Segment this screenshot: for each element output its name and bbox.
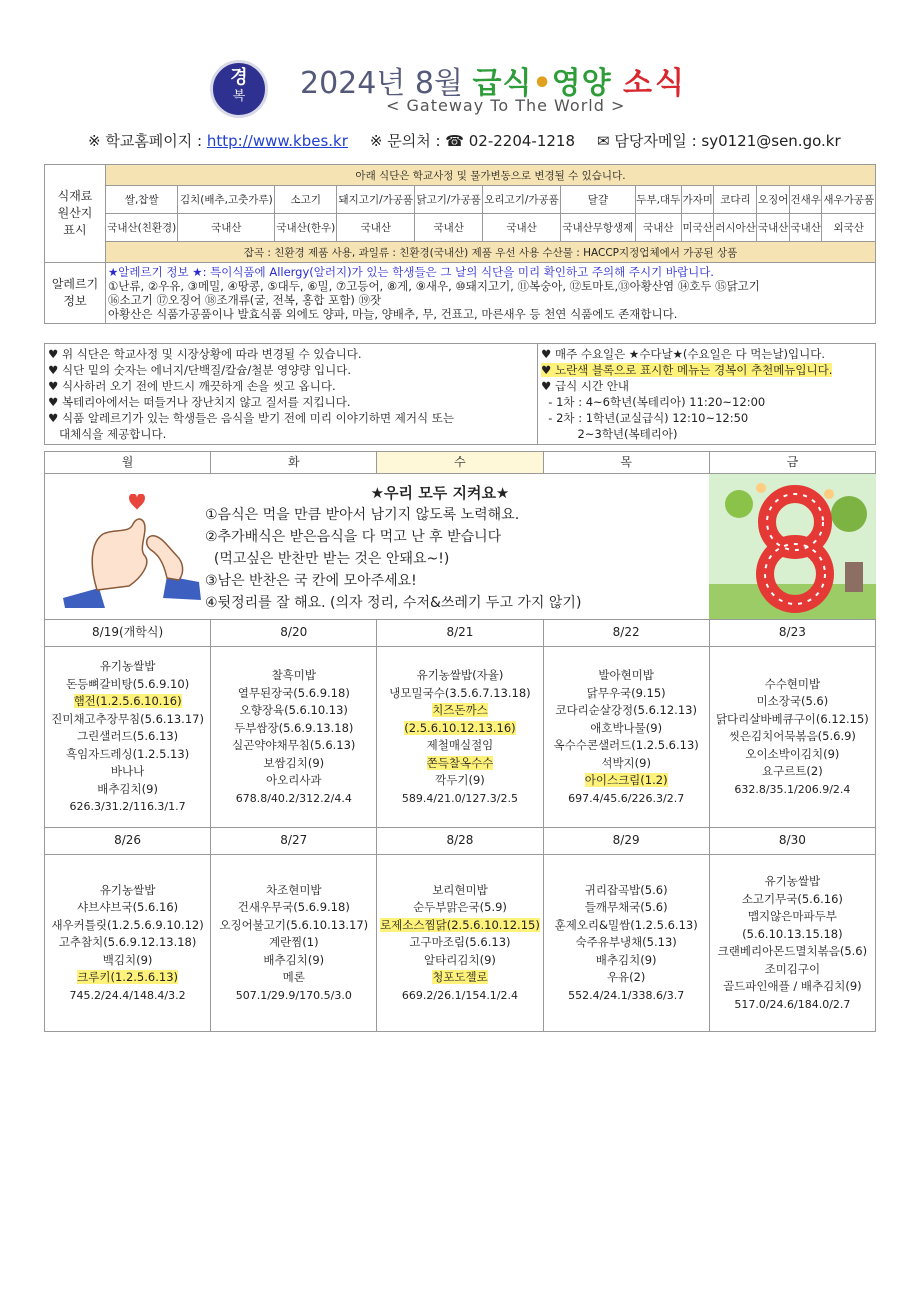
menu-item-text: 귀리잡곡밥(5.6) — [584, 882, 668, 897]
nutrition-value: 632.8/35.1/206.9/2.4 — [734, 782, 851, 796]
pinky-promise-illustration — [59, 494, 209, 609]
menu-item-text: 크루키(1.2.5.6.13) — [77, 970, 178, 985]
menu-item — [710, 961, 875, 979]
menu-item-text: 고구마조림(5.6.13) — [409, 935, 511, 950]
menu-item-text: 우유(2) — [606, 970, 646, 985]
menu-item — [377, 702, 542, 737]
menu-item — [710, 873, 875, 891]
menu-item-text: 배추김치(9) — [595, 952, 657, 967]
menu-item — [211, 720, 376, 738]
menu-item-text: 냉모밀국수(3.5.6.7.13.18) — [389, 685, 531, 700]
menu-item — [377, 969, 542, 987]
menu-item — [45, 711, 210, 729]
menu-item — [45, 728, 210, 746]
menu-cell — [45, 855, 211, 1032]
menu-item-text: 치즈돈까스(2.5.6.10.12.13.16) — [404, 703, 516, 735]
origin-country: 국내산 — [337, 214, 415, 242]
menu-item — [211, 667, 376, 685]
menu-item-text: 요구르트(2) — [762, 764, 823, 779]
menu-date: 8/23 — [709, 620, 875, 647]
menu-item-text: 오징어불고기(5.6.10.13.17) — [219, 917, 369, 932]
menu-item — [211, 969, 376, 987]
notice-item: ♥ 식사하러 오기 전에 반드시 깨끗하게 손을 씻고 옵니다. — [48, 379, 336, 393]
page-title — [300, 58, 687, 101]
origin-item: 새우가공품 — [822, 186, 876, 214]
menu-cell — [211, 855, 377, 1032]
menu-item — [211, 882, 376, 900]
nutrition-value: 626.3/31.2/116.3/1.7 — [69, 800, 186, 814]
menu-item — [45, 746, 210, 764]
menu-item-text: 새우커틀릿(1.2.5.6.9.10.12) — [51, 917, 204, 932]
origin-item: 닭고기/가공품 — [415, 186, 483, 214]
nutrition-value: 552.4/24.1/338.6/3.7 — [568, 988, 685, 1002]
menu-item-text: 오향장육(5.6.10.13) — [239, 703, 348, 717]
title-nutrition: 영양 — [551, 66, 624, 101]
origin-country: 국내산 — [178, 214, 275, 242]
notice-box — [44, 343, 876, 445]
nutrition-value: 669.2/26.1/154.1/2.4 — [401, 988, 519, 1002]
day-header: 월 — [45, 452, 211, 474]
menu-item-text: 계란찜(1) — [268, 935, 319, 950]
menu-item-text: 닭무우국(9.15) — [586, 685, 666, 700]
menu-item — [544, 667, 709, 685]
menu-item — [710, 763, 875, 781]
menu-item-text: 알타리김치(9) — [424, 952, 496, 967]
day-header: 화 — [211, 452, 377, 474]
menu-item-text: 보리현미밥 — [432, 882, 488, 897]
menu-item-text: 두부쌈장(5.6.9.13.18) — [234, 720, 354, 735]
menu-item-text: 깍두기(9) — [435, 773, 485, 787]
menu-item-text: 보쌈김치(9) — [263, 755, 325, 770]
allergy-label: 알레르기 정보 — [45, 263, 106, 324]
phone-label: ※ 문의처 : ☎ 02-2204-1218 — [369, 132, 576, 150]
menu-item-text: 진미채고추장무침(5.6.13.17) — [51, 711, 204, 726]
menu-item-text: 소고기무국(5.6.16) — [741, 891, 843, 906]
origin-country: 국내산 — [789, 214, 822, 242]
notice-wednesday: ♥ 매주 수요일은 ★수다날★(수요일은 다 먹는날)입니다. — [541, 347, 826, 361]
menu-item-text: 제철매실절임 — [426, 738, 494, 752]
nutrition-value: 745.2/24.4/148.4/3.2 — [69, 988, 186, 1002]
menu-item-text: 숙주유부냉채(5.13) — [575, 935, 677, 950]
origin-country: 외국산 — [822, 214, 876, 242]
menu-date: 8/28 — [377, 828, 543, 855]
notice-time-1: - 1차 : 4~6학년(복테리아) 11:20~12:00 — [541, 395, 766, 409]
origin-item: 건새우 — [789, 186, 822, 214]
rule-1: ①음식은 먹을 만큼 받아서 남기지 않도록 노력해요. — [205, 507, 520, 523]
menu-item — [45, 934, 210, 952]
menu-item-text: 유기농쌀밥(자율) — [416, 668, 504, 682]
menu-item-text: 고추참치(5.6.9.12.13.18) — [58, 935, 197, 950]
menu-item-text: 맵지않은마파두부 — [747, 909, 837, 923]
rule-2: ②추가배식은 받은음식을 다 먹고 난 후 받습니다 — [205, 529, 502, 545]
menu-item-text: 배추김치(9) — [97, 781, 158, 796]
origin-item: 가자미 — [681, 186, 714, 214]
menu-item — [544, 934, 709, 952]
menu-item — [544, 737, 709, 755]
menu-item — [377, 934, 542, 952]
menu-item — [45, 969, 210, 987]
menu-item — [211, 917, 376, 935]
origin-country: 국내산 — [757, 214, 790, 242]
allergy-list-2: ⑯소고기 ⑰오징어 ⑱조개류(굴, 전복, 홍합 포함) ⑲잣 — [108, 293, 382, 307]
menu-cell — [709, 647, 875, 828]
menu-item-text: 훈제오리&밀쌈(1.2.5.6.13) — [554, 917, 698, 932]
menu-item — [710, 978, 875, 996]
menu-item-text: 차조현미밥 — [266, 882, 322, 897]
allergy-title: ★알레르기 정보 ★ — [108, 265, 203, 279]
menu-item — [544, 772, 709, 790]
subtitle: < Gateway To The World > — [386, 96, 626, 115]
notice-item: ♥ 복테리아에서는 떠들거나 장난치지 않고 질서를 지킵니다. — [48, 395, 351, 409]
origin-item: 오징어 — [757, 186, 790, 214]
menu-item-text: 수수현미밥 — [764, 676, 821, 691]
title-news: 소식 — [623, 66, 687, 101]
menu-item — [710, 908, 875, 926]
contact-line — [88, 130, 841, 151]
menu-date: 8/27 — [211, 828, 377, 855]
menu-item-text: 코다리순살강정(5.6.12.13) — [555, 703, 697, 717]
notice-item: ♥ 위 식단은 학교사정 및 시장상황에 따라 변경될 수 있습니다. — [48, 347, 362, 361]
origin-country: 국내산(친환경) — [106, 214, 178, 242]
origin-item: 코다리 — [714, 186, 757, 214]
rules-title: ★우리 모두 지켜요★ — [370, 484, 510, 502]
nutrition-value: 697.4/45.6/226.3/2.7 — [568, 791, 685, 805]
menu-date: 8/19(개학식) — [45, 620, 211, 647]
menu-item-text: 배추김치(9) — [263, 952, 325, 967]
menu-item — [45, 676, 210, 694]
menu-item-text: 열무된장국(5.6.9.18) — [237, 685, 350, 700]
menu-item-text: 석박지(9) — [601, 755, 651, 770]
origin-label: 식재료 원산지 표시 — [45, 165, 106, 263]
menu-date: 8/22 — [543, 620, 709, 647]
school-logo — [210, 60, 268, 118]
menu-item-text: (5.6.10.13.15.18) — [742, 926, 843, 941]
origin-country: 국내산(한우) — [275, 214, 337, 242]
menu-item — [45, 917, 210, 935]
menu-cell — [543, 855, 709, 1032]
homepage-label: ※ 학교홈페이지 : — [88, 132, 207, 150]
menu-item-text: 건새우무국(5.6.9.18) — [237, 900, 350, 915]
allergy-intro: : 특이식품에 Allergy(알러지)가 있는 학생들은 그 날의 식단을 미리 확인하고 주의해 주시기 바랍니다. — [202, 265, 714, 279]
notice-time-2: - 2차 : 1학년(교실급식) 12:10~12:50 — [541, 411, 749, 425]
menu-item-text: 유기농쌀밥 — [99, 659, 156, 674]
origin-item: 오리고기/가공품 — [482, 186, 560, 214]
menu-item — [377, 737, 542, 755]
menu-item-text: 로제소스찜닭(2.5.6.10.12.15) — [380, 917, 540, 932]
day-header: 목 — [543, 452, 709, 474]
nutrition-value: 678.8/40.2/312.2/4.4 — [235, 791, 352, 805]
menu-date: 8/20 — [211, 620, 377, 647]
notice-time-3: 2~3학년(복테리아) — [541, 427, 678, 441]
menu-item-text: 쫀득찰옥수수 — [426, 755, 494, 770]
rules-banner — [45, 474, 876, 620]
menu-item — [544, 899, 709, 917]
menu-item — [710, 926, 875, 944]
menu-item-text: 메론 — [282, 970, 305, 985]
notice-item: 대체식을 제공합니다. — [48, 427, 167, 441]
homepage-link[interactable]: http://www.kbes.kr — [206, 132, 348, 150]
menu-item-text: 애호박나물(9) — [590, 720, 663, 735]
allergy-list-1: ①난류, ②우유, ③메밀, ④땅콩, ⑤대두, ⑥밀, ⑦고등어, ⑧게, ⑨새우, ⑩돼지고기, ⑪복숭아, ⑫토마토,⑬아황산염 ⑭호두 ⑮닭고기 — [108, 279, 760, 293]
menu-item — [45, 899, 210, 917]
menu-item-text: 닭다리살바베큐구이(6.12.15) — [715, 711, 869, 726]
menu-cell — [377, 647, 543, 828]
origin-footer: 잡곡 : 친환경 제품 사용, 과일류 : 친환경(국내산) 제품 우선 사용 수산물 : HACCP지정업체에서 가공된 상품 — [106, 242, 876, 263]
origin-country: 국내산 — [482, 214, 560, 242]
menu-cell — [543, 647, 709, 828]
title-date: 2024년 8월 — [300, 66, 473, 101]
notice-item: ♥ 식단 밑의 숫자는 에너지/단백질/칼슘/철분 영양량 입니다. — [48, 363, 352, 377]
menu-item — [211, 899, 376, 917]
title-dot: • — [532, 66, 552, 101]
menu-item-text: 그린샐러드(5.6.13) — [77, 729, 179, 744]
nutrition-value: 589.4/21.0/127.3/2.5 — [401, 791, 519, 805]
menu-item-text: 골드파인애플 / 배추김치(9) — [723, 979, 862, 993]
origin-item: 두부,대두 — [635, 186, 681, 214]
number-eight-illustration — [709, 474, 876, 619]
menu-item — [211, 685, 376, 703]
menu-item-text: 실곤약야채무침(5.6.13) — [232, 738, 356, 752]
title-meal: 급식 — [472, 66, 533, 101]
menu-item — [377, 685, 542, 703]
day-header: 금 — [709, 452, 875, 474]
menu-item — [45, 693, 210, 711]
origin-country: 미국산 — [681, 214, 714, 242]
menu-item — [710, 676, 875, 694]
menu-item — [544, 755, 709, 773]
menu-table — [44, 451, 876, 1032]
menu-item — [544, 720, 709, 738]
email-label: ✉ 담당자메일 : sy0121@sen.go.kr — [597, 132, 841, 150]
menu-item — [211, 772, 376, 790]
menu-item-text: 백김치(9) — [102, 952, 153, 967]
menu-item — [544, 917, 709, 935]
menu-item-text: 씻은김치어묵볶음(5.6.9) — [728, 729, 856, 744]
logo-top-text: 경 — [230, 67, 248, 88]
menu-item-text: 순두부맑은국(5.9) — [413, 900, 507, 915]
menu-item — [211, 952, 376, 970]
origin-notice: 아래 식단은 학교사정 및 물가변동으로 변경될 수 있습니다. — [106, 165, 876, 186]
menu-item-text: 아이스크림(1.2) — [584, 773, 668, 787]
menu-item-text: 들깨무채국(5.6) — [584, 900, 668, 915]
menu-item — [377, 917, 542, 935]
menu-item — [544, 952, 709, 970]
notice-left — [45, 344, 538, 445]
origin-item: 김치(배추,고춧가루) — [178, 186, 275, 214]
menu-item-text: 유기농쌀밥 — [764, 874, 821, 888]
menu-item-text: 크랜베리아몬드멸치볶음(5.6) — [717, 944, 868, 958]
menu-item — [377, 899, 542, 917]
menu-date: 8/26 — [45, 828, 211, 855]
menu-item-text: 아오리사과 — [266, 773, 322, 787]
menu-item — [710, 891, 875, 909]
menu-date: 8/29 — [543, 828, 709, 855]
notice-item: ♥ 식품 알레르기가 있는 학생들은 음식을 받기 전에 미리 이야기하면 제거식 또는 — [48, 411, 455, 425]
origin-item: 쌀,찹쌀 — [106, 186, 178, 214]
menu-item-text: 바나나 — [110, 764, 145, 779]
menu-item — [211, 737, 376, 755]
menu-item — [45, 952, 210, 970]
menu-date: 8/21 — [377, 620, 543, 647]
menu-item-text: 돈등뼈갈비탕(5.6.9.10) — [66, 676, 190, 691]
logo-bottom-text: 복 — [232, 89, 246, 104]
menu-item — [710, 693, 875, 711]
menu-item — [544, 969, 709, 987]
menu-item-text: 샤브샤브국(5.6.16) — [77, 900, 179, 915]
menu-item — [45, 882, 210, 900]
menu-item — [211, 702, 376, 720]
menu-cell — [377, 855, 543, 1032]
menu-item — [377, 952, 542, 970]
menu-item — [544, 685, 709, 703]
menu-date: 8/30 — [709, 828, 875, 855]
menu-item — [377, 755, 542, 773]
notice-recommend: ♥ 노란색 블록으로 표시한 메뉴는 경복이 추천메뉴입니다. — [541, 363, 833, 377]
menu-item — [377, 667, 542, 685]
nutrition-value: 507.1/29.9/170.5/3.0 — [235, 988, 352, 1002]
menu-item-text: 찰흑미밥 — [271, 668, 316, 682]
menu-item-text: 미소장국(5.6) — [756, 694, 829, 709]
menu-item-text: 햄전(1.2.5.6.10.16) — [73, 694, 182, 709]
origin-item: 달걀 — [561, 186, 635, 214]
menu-item — [710, 746, 875, 764]
menu-item — [377, 772, 542, 790]
day-header: 수 — [377, 452, 543, 474]
menu-item — [710, 728, 875, 746]
menu-item-text: 옥수수콘샐러드(1.2.5.6.13) — [553, 738, 699, 752]
menu-item — [45, 658, 210, 676]
menu-cell — [709, 855, 875, 1032]
menu-item-text: 발아현미밥 — [598, 668, 654, 682]
nutrition-value: 517.0/24.6/184.0/2.7 — [734, 997, 851, 1011]
menu-item-text: 청포도젤로 — [432, 970, 488, 985]
rule-5: ④뒷정리를 잘 해요. (의자 정리, 수저&쓰레기 두고 가지 않기) — [205, 595, 582, 611]
rule-3: (먹고싶은 반찬만 받는 것은 안돼요~!) — [205, 551, 450, 567]
origin-item: 소고기 — [275, 186, 337, 214]
menu-item-text: 오이소박이김치(9) — [745, 746, 840, 761]
menu-item-text: 유기농쌀밥 — [99, 882, 156, 897]
menu-item — [211, 755, 376, 773]
menu-item — [544, 702, 709, 720]
menu-item — [710, 711, 875, 729]
allergy-info — [106, 263, 876, 324]
origin-item: 돼지고기/가공품 — [337, 186, 415, 214]
rule-4: ③남은 반찬은 국 칸에 모아주세요! — [205, 573, 417, 589]
menu-item — [211, 934, 376, 952]
menu-cell — [45, 647, 211, 828]
rules-text — [205, 482, 675, 614]
menu-item-text: 흑임자드레싱(1.2.5.13) — [66, 746, 190, 761]
menu-item — [377, 882, 542, 900]
notice-time-title: ♥ 급식 시간 안내 — [541, 379, 629, 393]
menu-cell — [211, 647, 377, 828]
menu-item-text: 조미김구이 — [764, 961, 821, 976]
allergy-note: 아황산은 식품가공품이나 발효식품 외에도 양파, 마늘, 양배추, 무, 건표고, 마른새우 등 천연 식품에도 존재합니다. — [108, 307, 678, 321]
origin-country: 국내산 — [635, 214, 681, 242]
origin-country: 국내산 — [415, 214, 483, 242]
notice-right — [538, 344, 876, 445]
menu-item — [45, 763, 210, 781]
origin-table — [44, 164, 876, 324]
menu-item — [45, 781, 210, 799]
menu-item — [710, 943, 875, 961]
menu-item — [544, 882, 709, 900]
origin-country: 러시아산 — [714, 214, 757, 242]
origin-country: 국내산무항생제 — [561, 214, 635, 242]
